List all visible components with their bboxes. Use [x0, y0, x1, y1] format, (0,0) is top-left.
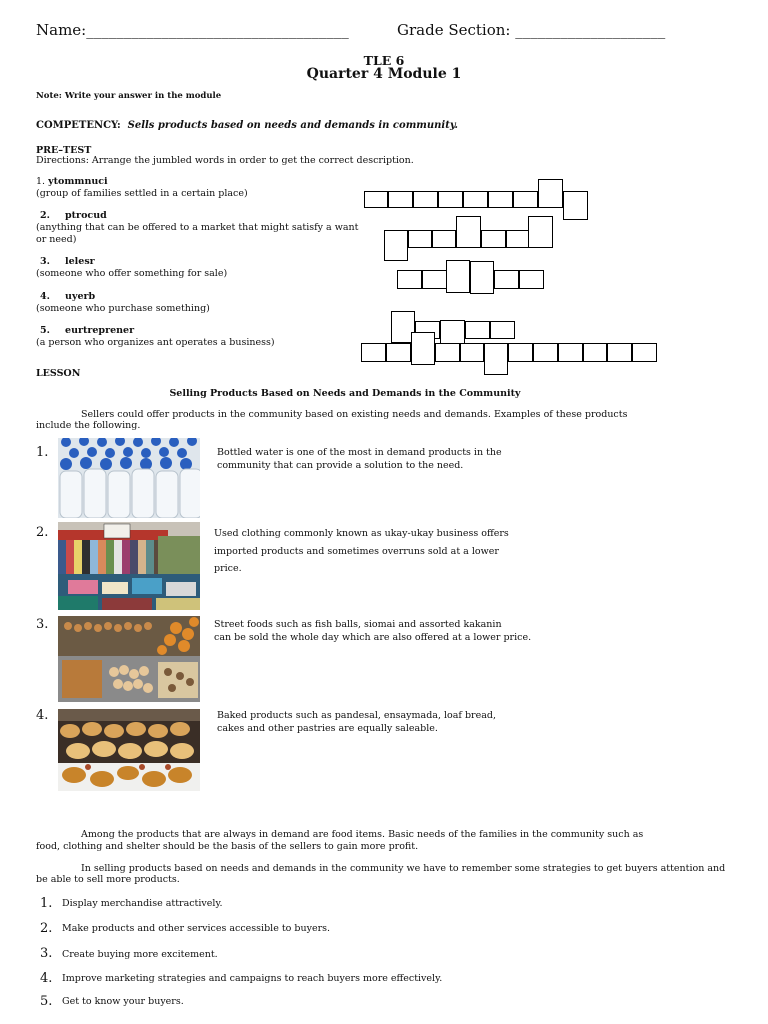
- jumbled-word: uyerb: [65, 291, 96, 302]
- item-description: (a person who organizes ant operates a business): [36, 337, 275, 348]
- item-description: (someone who offer something for sale): [36, 268, 228, 279]
- strategy-number: 5.: [40, 994, 53, 1009]
- strategy-number: 2.: [40, 921, 53, 936]
- baked-products-image: [58, 709, 200, 791]
- strategy-text: Display merchandise attractively.: [62, 898, 223, 909]
- item-number: 2.: [40, 210, 50, 221]
- pretest-item-5: [40, 325, 134, 336]
- letter-box[interactable]: [506, 230, 529, 248]
- letter-box[interactable]: [422, 270, 447, 289]
- letter-box[interactable]: [364, 191, 388, 208]
- pretest-directions: Directions: Arrange the jumbled words in order to get the correct description.: [36, 155, 414, 166]
- letter-box[interactable]: [508, 343, 533, 362]
- letter-box[interactable]: [413, 191, 438, 208]
- letter-box[interactable]: [490, 321, 515, 339]
- letter-box[interactable]: [607, 343, 632, 362]
- letter-box[interactable]: [438, 191, 463, 208]
- bottled-water-image: [58, 438, 200, 518]
- example-text: imported products and sometimes overruns sold at a lower: [214, 546, 499, 557]
- example-text: cakes and other pastries are equally saleable.: [217, 723, 438, 734]
- example-number: 3.: [36, 617, 49, 632]
- letter-box[interactable]: [463, 191, 488, 208]
- letter-box[interactable]: [408, 230, 432, 248]
- competency-line: [36, 120, 458, 131]
- strategy-text: Improve marketing strategies and campaigns to reach buyers more effectively.: [62, 973, 443, 984]
- letter-box[interactable]: [488, 191, 513, 208]
- letter-box[interactable]: [397, 270, 422, 289]
- pretest-heading: PRE–TEST: [36, 145, 92, 156]
- lesson-paragraph-1-cont: food, clothing and shelter should be the basis of the sellers to gain more profit.: [36, 841, 419, 852]
- strategy-text: Create buying more excitement.: [62, 949, 218, 960]
- competency-text: Sells products based on needs and demands in community.: [127, 120, 458, 131]
- pretest-item-2: [40, 210, 107, 221]
- letter-box[interactable]: [446, 260, 470, 293]
- letter-box[interactable]: [558, 343, 583, 362]
- letter-box[interactable]: [456, 216, 481, 248]
- letter-box[interactable]: [632, 343, 657, 362]
- lesson-intro-cont: include the following.: [36, 420, 141, 431]
- strategy-number: 4.: [40, 971, 53, 986]
- letter-box[interactable]: [528, 216, 553, 248]
- letter-box[interactable]: [481, 230, 506, 248]
- subject-title: TLE 6: [363, 53, 405, 68]
- grade-section-field-label: Grade Section: ____________________: [397, 21, 666, 39]
- letter-box[interactable]: [563, 191, 588, 220]
- example-text: Bottled water is one of the most in demand products in the: [217, 447, 502, 458]
- note-text: Note: Write your answer in the module: [36, 91, 222, 101]
- used-clothing-image: [58, 522, 200, 610]
- letter-box[interactable]: [494, 270, 519, 289]
- strategy-text: Get to know your buyers.: [62, 996, 184, 1007]
- letter-box[interactable]: [361, 343, 386, 362]
- jumbled-word: eurtreprener: [65, 325, 135, 336]
- module-title: Quarter 4 Module 1: [306, 66, 462, 82]
- lesson-paragraph-2-cont: be able to sell more products.: [36, 874, 180, 885]
- name-field-label: Name:___________________________________: [36, 21, 349, 39]
- strategy-number: 1.: [40, 896, 53, 911]
- lesson-intro: Sellers could offer products in the community based on existing needs and demands. Examples of these products: [81, 409, 628, 420]
- pretest-item-4: [40, 291, 95, 302]
- letter-box[interactable]: [484, 343, 508, 375]
- item-description: (someone who purchase something): [36, 303, 210, 314]
- letter-box[interactable]: [432, 230, 456, 248]
- item-number: 4.: [40, 291, 50, 302]
- item-number: 3.: [40, 256, 50, 267]
- item-description: (anything that can be offered to a market that might satisfy a want: [36, 222, 359, 233]
- item-description-cont: or need): [36, 234, 77, 245]
- letter-box[interactable]: [460, 343, 484, 362]
- letter-box[interactable]: [538, 179, 563, 208]
- item-number: 1.: [36, 176, 46, 187]
- strategy-text: Make products and other services accessible to buyers.: [62, 923, 331, 934]
- example-text: community that can provide a solution to the need.: [217, 460, 464, 471]
- letter-box[interactable]: [465, 321, 490, 339]
- letter-box[interactable]: [470, 261, 494, 294]
- letter-box[interactable]: [411, 332, 435, 365]
- jumbled-word: ptrocud: [65, 210, 107, 221]
- letter-box[interactable]: [583, 343, 607, 362]
- letter-box[interactable]: [513, 191, 538, 208]
- pretest-item-1: [36, 176, 108, 187]
- lesson-heading: LESSON: [36, 368, 81, 379]
- item-description: (group of families settled in a certain place): [36, 188, 248, 199]
- letter-box[interactable]: [388, 191, 413, 208]
- competency-label: COMPETENCY:: [36, 120, 121, 131]
- example-text: price.: [214, 563, 242, 574]
- lesson-paragraph-1: Among the products that are always in demand are food items. Basic needs of the families in the community such as: [81, 829, 644, 840]
- jumbled-word: lelesr: [65, 256, 95, 267]
- street-foods-image: [58, 616, 200, 702]
- letter-box[interactable]: [384, 230, 408, 261]
- example-text: Used clothing commonly known as ukay-ukay business offers: [214, 528, 509, 539]
- item-number: 5.: [40, 325, 50, 336]
- example-number: 4.: [36, 708, 49, 723]
- jumbled-word: ytommnuci: [48, 176, 108, 187]
- letter-box[interactable]: [533, 343, 558, 362]
- strategy-number: 3.: [40, 946, 53, 961]
- pretest-item-3: [40, 256, 95, 267]
- letter-box[interactable]: [386, 343, 411, 362]
- letter-box[interactable]: [519, 270, 544, 289]
- lesson-title: Selling Products Based on Needs and Demands in the Community: [169, 388, 521, 399]
- lesson-paragraph-2: In selling products based on needs and demands in the community we have to remember some strategies to get buyers attention and: [81, 863, 726, 874]
- letter-box[interactable]: [435, 343, 460, 362]
- example-text: Baked products such as pandesal, ensaymada, loaf bread,: [217, 710, 496, 721]
- example-number: 1.: [36, 445, 49, 460]
- example-text: can be sold the whole day which are also offered at a lower price.: [214, 632, 532, 643]
- example-text: Street foods such as fish balls, siomai and assorted kakanin: [214, 619, 502, 630]
- example-number: 2.: [36, 525, 49, 540]
